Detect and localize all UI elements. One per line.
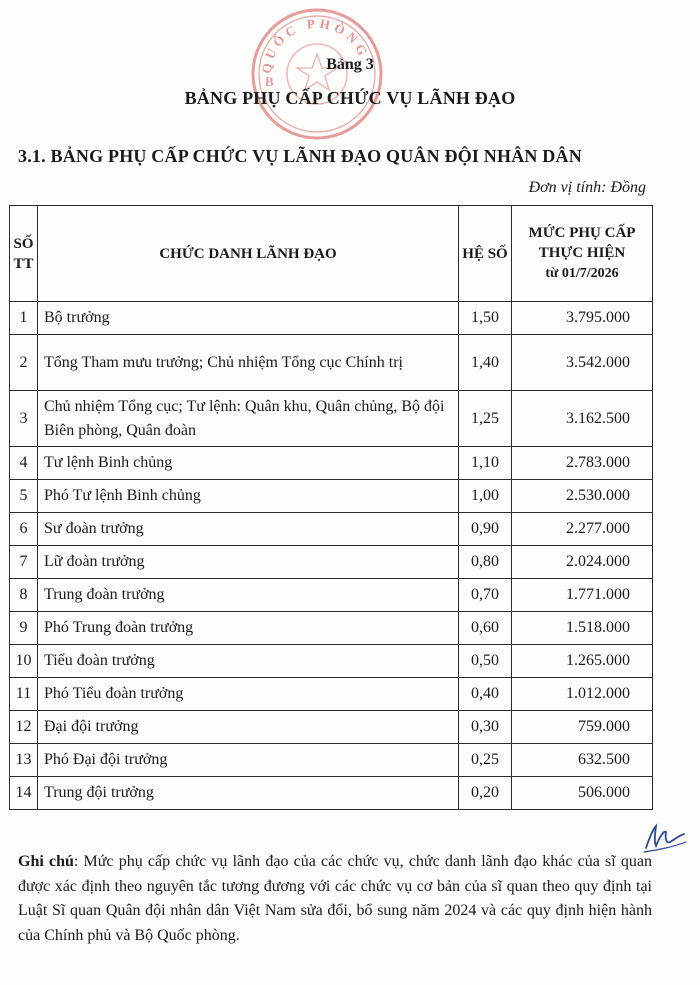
- row-position-name: Phó Trung đoàn trưởng: [38, 612, 459, 645]
- header-stt-text: SỐ TT: [13, 235, 34, 272]
- row-coefficient: 0,50: [459, 645, 512, 678]
- row-coefficient: 0,60: [459, 612, 512, 645]
- row-stt: 4: [10, 447, 38, 480]
- note-text: : Mức phụ cấp chức vụ lãnh đạo của các chức vụ, chức danh lãnh đạo khác của sĩ quan được xác định theo nguyên tắc tương đương với các chức vụ cơ bản của sĩ quan theo quy định tại Luật Sĩ quan Quân đội nhân dân Việt Nam sửa đổi, bổ sung năm 2024 và các quy định hiện hành của Chính phủ và Bộ Quốc phòng.: [18, 853, 653, 944]
- row-position-name: Tư lệnh Binh chủng: [38, 447, 459, 480]
- header-amount-sub: từ 01/7/2026: [545, 266, 619, 281]
- table-row: [10, 645, 653, 678]
- header-amount: [512, 206, 653, 302]
- row-allowance-amount: 1.265.000: [512, 645, 653, 678]
- row-coefficient: 1,10: [459, 447, 512, 480]
- table-row: [10, 302, 653, 335]
- row-allowance-amount: 2.530.000: [512, 480, 653, 513]
- row-allowance-amount: 1.012.000: [512, 678, 653, 711]
- row-position-name: Trung đội trưởng: [38, 777, 459, 810]
- row-allowance-amount: 506.000: [512, 777, 653, 810]
- table-row: [10, 335, 653, 391]
- row-coefficient: 0,80: [459, 546, 512, 579]
- table-row: [10, 579, 653, 612]
- official-seal-stamp: [247, 4, 387, 144]
- table-row: [10, 777, 653, 810]
- row-position-name: Trung đoàn trưởng: [38, 579, 459, 612]
- row-allowance-amount: 1.518.000: [512, 612, 653, 645]
- row-position-name: Đại đội trưởng: [38, 711, 459, 744]
- row-position-name: Tổng Tham mưu trưởng; Chủ nhiệm Tổng cục Chính trị: [38, 335, 459, 391]
- row-position-name: Phó Tư lệnh Binh chủng: [38, 480, 459, 513]
- table-row: [10, 711, 653, 744]
- row-allowance-amount: 759.000: [512, 711, 653, 744]
- header-coef: [459, 206, 512, 302]
- table-row: [10, 546, 653, 579]
- table-header-row: [10, 206, 653, 302]
- table-row: [10, 447, 653, 480]
- row-position-name: Phó Tiểu đoàn trưởng: [38, 678, 459, 711]
- row-position-name: Tiểu đoàn trưởng: [38, 645, 459, 678]
- header-amount-text: MỨC PHỤ CẤP THỰC HIỆN: [528, 225, 636, 261]
- row-coefficient: 1,00: [459, 480, 512, 513]
- svg-text:QUỐC PHÒNG: QUỐC PHÒNG: [258, 15, 373, 75]
- row-allowance-amount: 1.771.000: [512, 579, 653, 612]
- row-position-name: Bộ trưởng: [38, 302, 459, 335]
- row-coefficient: 0,90: [459, 513, 512, 546]
- row-stt: 6: [10, 513, 38, 546]
- row-stt: 1: [10, 302, 38, 335]
- row-position-name: Phó Đại đội trưởng: [38, 744, 459, 777]
- table-label: Bảng 3: [326, 56, 374, 73]
- row-coefficient: 0,70: [459, 579, 512, 612]
- row-allowance-amount: 2.024.000: [512, 546, 653, 579]
- unit-label: Đơn vị tính: Đồng: [528, 179, 646, 196]
- table-row: [10, 678, 653, 711]
- row-stt: 9: [10, 612, 38, 645]
- row-coefficient: 0,25: [459, 744, 512, 777]
- row-position-name: Chủ nhiệm Tổng cục; Tư lệnh: Quân khu, Quân chủng, Bộ đội Biên phòng, Quân đoàn: [38, 391, 459, 447]
- row-coefficient: 1,25: [459, 391, 512, 447]
- row-stt: 12: [10, 711, 38, 744]
- row-stt: 3: [10, 391, 38, 447]
- row-stt: 10: [10, 645, 38, 678]
- row-allowance-amount: 2.277.000: [512, 513, 653, 546]
- row-allowance-amount: 2.783.000: [512, 447, 653, 480]
- row-position-name: Sư đoàn trưởng: [38, 513, 459, 546]
- allowance-table: [9, 205, 653, 810]
- row-stt: 2: [10, 335, 38, 391]
- note-label: Ghi chú: [18, 853, 74, 870]
- row-stt: 14: [10, 777, 38, 810]
- table-row: [10, 480, 653, 513]
- header-name-text: CHỨC DANH LÃNH ĐẠO: [159, 245, 337, 262]
- table-row: [10, 744, 653, 777]
- note-paragraph: [18, 850, 652, 948]
- signature-mark: [640, 818, 690, 858]
- row-stt: 11: [10, 678, 38, 711]
- row-allowance-amount: 3.542.000: [512, 335, 653, 391]
- header-name: [38, 206, 459, 302]
- row-stt: 5: [10, 480, 38, 513]
- header-stt: [10, 206, 38, 302]
- table-body: [10, 302, 653, 810]
- row-stt: 8: [10, 579, 38, 612]
- table-row: [10, 612, 653, 645]
- row-coefficient: 0,30: [459, 711, 512, 744]
- row-coefficient: 1,40: [459, 335, 512, 391]
- header-coef-text: HỆ SỐ: [462, 245, 508, 262]
- document-title: BẢNG PHỤ CẤP CHỨC VỤ LÃNH ĐẠO: [184, 88, 516, 108]
- row-stt: 13: [10, 744, 38, 777]
- row-coefficient: 1,50: [459, 302, 512, 335]
- row-allowance-amount: 3.795.000: [512, 302, 653, 335]
- row-coefficient: 0,40: [459, 678, 512, 711]
- svg-text:B: B: [265, 74, 274, 89]
- table-row: [10, 513, 653, 546]
- row-allowance-amount: 3.162.500: [512, 391, 653, 447]
- row-position-name: Lữ đoàn trưởng: [38, 546, 459, 579]
- row-allowance-amount: 632.500: [512, 744, 653, 777]
- row-coefficient: 0,20: [459, 777, 512, 810]
- table-row: [10, 391, 653, 447]
- row-stt: 7: [10, 546, 38, 579]
- section-title: 3.1. BẢNG PHỤ CẤP CHỨC VỤ LÃNH ĐẠO QUÂN ĐỘI NHÂN DÂN: [18, 146, 582, 166]
